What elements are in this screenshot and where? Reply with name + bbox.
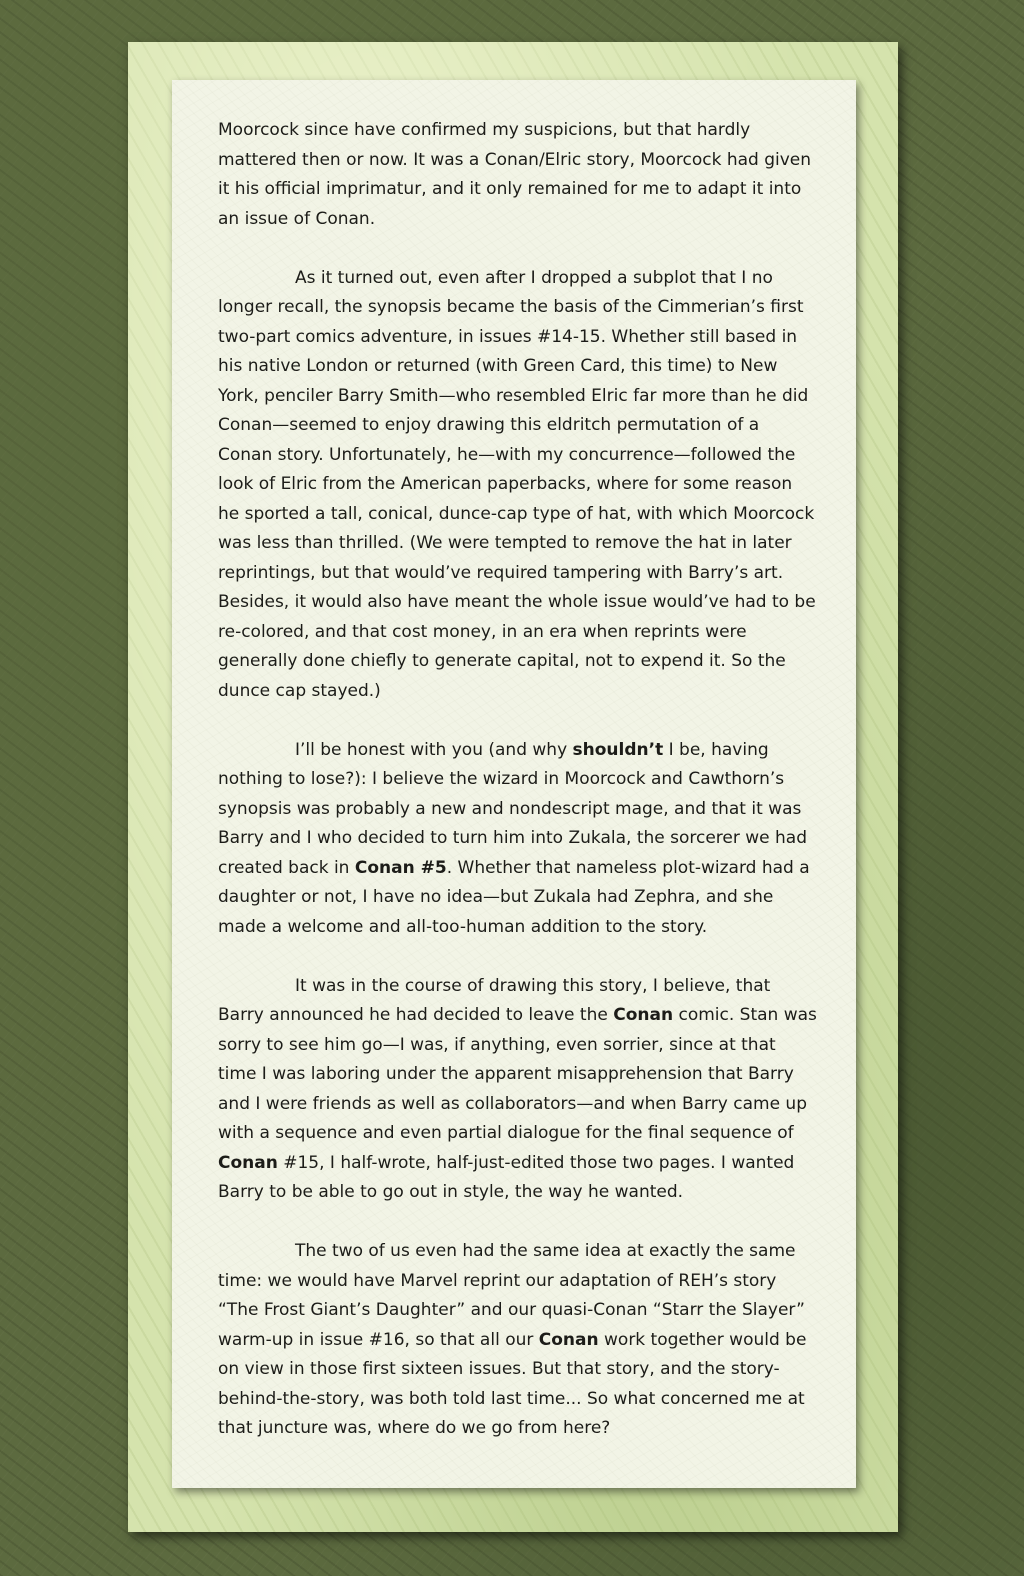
paragraph-1: Moorcock since have confirmed my suspicions, but that hardly mattered then or now. It was a Conan/Elric story, Moorcock had given it his official imprimatur, and it only remained for me to adapt it into an issue of Conan.: [218, 120, 812, 229]
emphasis-shouldnt: shouldn’t: [572, 739, 664, 760]
paragraph-2: As it turned out, even after I dropped a subplot that I no longer recall, the synopsis became the basis of the Cimmerian’s first two-part comics adventure, in issues #14-15. Whether still based in his native London or returned (with Green Card, this time) to New York, penciler Barry Smith—who resembled Elric far more than he did Conan—seemed to enjoy drawing this eldritch permutation of a Conan story. Unfortunately, he—with my concurrence—followed the look of Elric from the American paperbacks, where for some reason he sported a tall, conical, dunce-cap type of hat, with which Moorcock was less than thrilled. (We were tempted to remove the hat in later reprintings, but that would’ve required tampering with Barry’s art. Besides, it would also have meant the whole issue would’ve had to be re-colored, and that cost money, in an era when reprints were generally done chiefly to generate capital, not to expend it. So the dunce cap stayed.): [218, 267, 816, 701]
paragraph-4: It was in the course of drawing this story, I believe, that Barry announced he had decided to leave the Conan comic. Stan was sorry to see him go—I was, if anything, even sorrier, since at that time I was laboring under the apparent misapprehension that Barry and I were friends as well as collaborators—and when Barry came up with a sequence and even partial dialogue for the final sequence of Conan #15, I half-wrote, half-just-edited those two pages. I wanted Barry to be able to go out in style, the way he wanted.: [218, 975, 817, 1202]
emphasis-conan: Conan: [613, 1005, 674, 1025]
paragraph-3: I’ll be honest with you (and why shouldn’t I be, having nothing to lose?): I believe the wizard in Moorcock and Cawthorn’s synopsis was probably a new and nondescript mage, and that it was Barry and I who decided to turn him into Zukala, the sorcerer we had created back in Conan #5. Whether that nameless plot-wizard had a daughter or not, I have no idea—but Zukala had Zephra, and she made a welcome and all-too-human addition to the story.: [218, 739, 810, 937]
emphasis-conan-15: Conan: [218, 1152, 278, 1173]
emphasis-conan-5: Conan #5: [354, 857, 447, 878]
paragraph-5: The two of us even had the same idea at exactly the same time: we would have Marvel reprint our adaptation of REH’s story “The Frost Giant’s Daughter” and our quasi-Conan “Starr the Slayer” warm-up in issue #16, so that all our Conan work together would be on view in those first sixteen issues. But that story, and the story-behind-the-story, was both told last time... So what concerned me at that juncture was, where do we go from here?: [218, 1241, 807, 1438]
article-body: [218, 116, 818, 1473]
emphasis-conan-work: Conan: [538, 1329, 599, 1350]
